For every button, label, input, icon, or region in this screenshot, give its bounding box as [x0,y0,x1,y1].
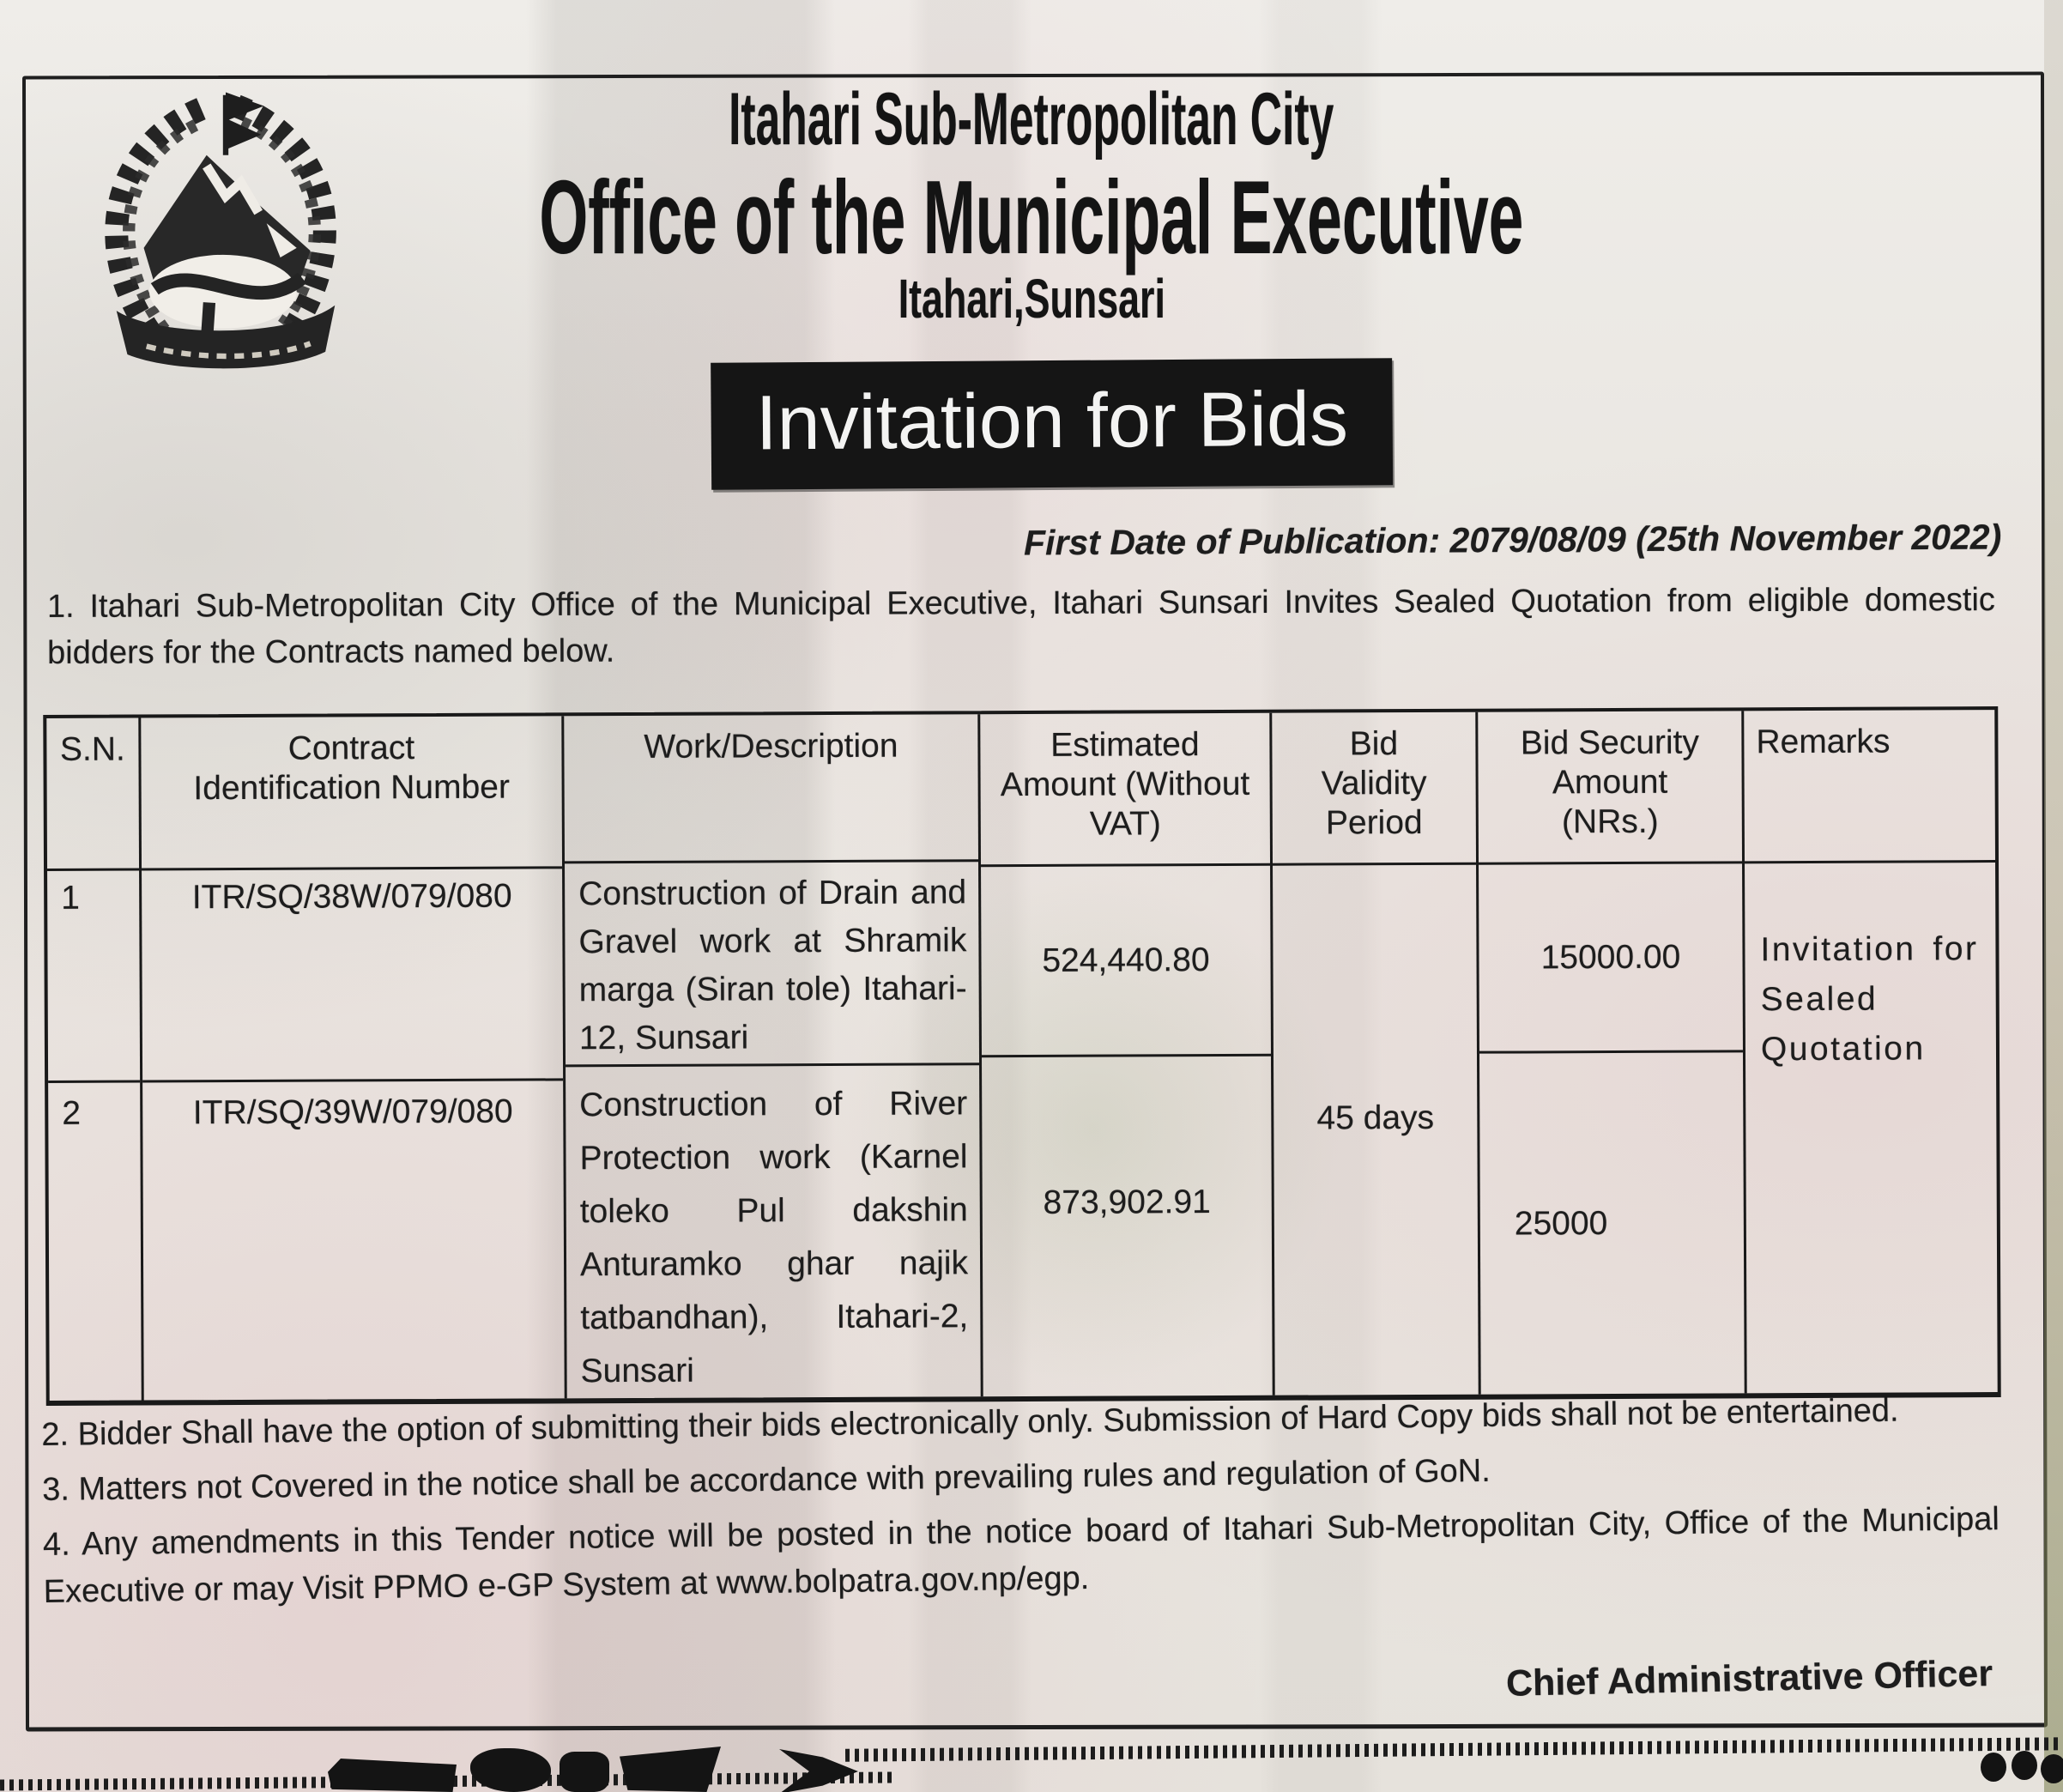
intro-paragraph: 1. Itahari Sub-Metropolitan City Office of the Municipal Executive, Itahari Sunsari Invites Sealed Quotation from eligible domestic bidders for the Contracts named below. [46,582,1995,671]
row2-contract-id: ITR/SQ/39W/079/080 [192,1093,513,1132]
row1-estimated-amount: 524,440.80 [981,866,1271,1057]
header-bid-security: Bid Security Amount (NRs.) [1478,711,1742,864]
cutoff-headline-fragment [560,1752,609,1792]
ink-dot [2041,1754,2063,1783]
signature-title: Chief Administrative Officer [1505,1653,1993,1704]
column-work-description [564,714,983,1398]
invitation-for-bids-banner: Invitation for Bids [711,358,1393,490]
column-sn [46,717,143,1400]
note-2: 2. Bidder Shall have the option of submitting their bids electronically only. Submission of Hard Copy bids shall not be entertained. [41,1392,1899,1453]
row1-contract-id: ITR/SQ/38W/079/080 [142,869,563,1082]
bid-validity-value: 45 days [1316,1099,1435,1137]
column-bid-validity [1272,712,1480,1395]
column-bid-security [1478,711,1746,1394]
note-3: 3. Matters not Covered in the notice shall be accordance with prevailing rules and regulation of GoN. [41,1452,1491,1508]
office-name: Office of the Municipal Executive [539,159,1524,275]
row2-estimated-amount: 873,902.91 [1043,1184,1211,1221]
column-estimated-amount [980,713,1274,1396]
column-contract-id [141,716,566,1400]
org-name: Itahari Sub-Metropolitan City [729,78,1334,160]
header-work-description: Work/Description [564,714,978,863]
row2-work-description: Construction of River Protection work (Karnel toleko Pul dakshin Anturamko ghar najik tatbandhan), Itahari-2, Sunsari [579,1085,969,1390]
header-bid-validity: Bid Validity Period [1272,712,1476,866]
header-sn: S.N. [46,718,139,871]
notes-section [41,1386,2000,1624]
row1-sn: 1 [47,870,140,1082]
torn-next-article-strip [845,1737,2063,1762]
ink-dot [1981,1753,2006,1782]
publication-date-line: First Date of Publication: 2079/08/09 (25th November 2022) [1023,517,2002,563]
header-estimated-amount: Estimated Amount (Without VAT) [980,713,1270,867]
column-remarks [1744,710,1997,1393]
header-remarks: Remarks [1744,710,1995,863]
row2-bid-security: 25000 [1514,1204,1608,1243]
note-4: 4. Any amendments in this Tender notice will be posted in the notice board of Itahari Sub-Metropolitan City, Office of the Municipal Executive or may Visit PPMO e-GP System at www.bolpatra.gov.np/egp. [42,1501,2000,1610]
office-location: Itahari,Sunsari [898,268,1165,330]
header-contract-id: Contract Identification Number [141,716,562,870]
ink-dot [2012,1751,2037,1780]
row1-work-description: Construction of Drain and Gravel work at Shramik marga (Siran tole) Itahari-12, Sunsari [565,862,979,1068]
bids-table [43,706,2000,1406]
cutoff-headline-fragment [328,1759,457,1792]
row2-sn: 2 [62,1094,82,1132]
remarks-value: Invitation for Sealed Quotation [1760,930,1979,1069]
cutoff-headline-fragment [620,1747,721,1792]
row1-bid-security: 15000.00 [1479,863,1743,1053]
